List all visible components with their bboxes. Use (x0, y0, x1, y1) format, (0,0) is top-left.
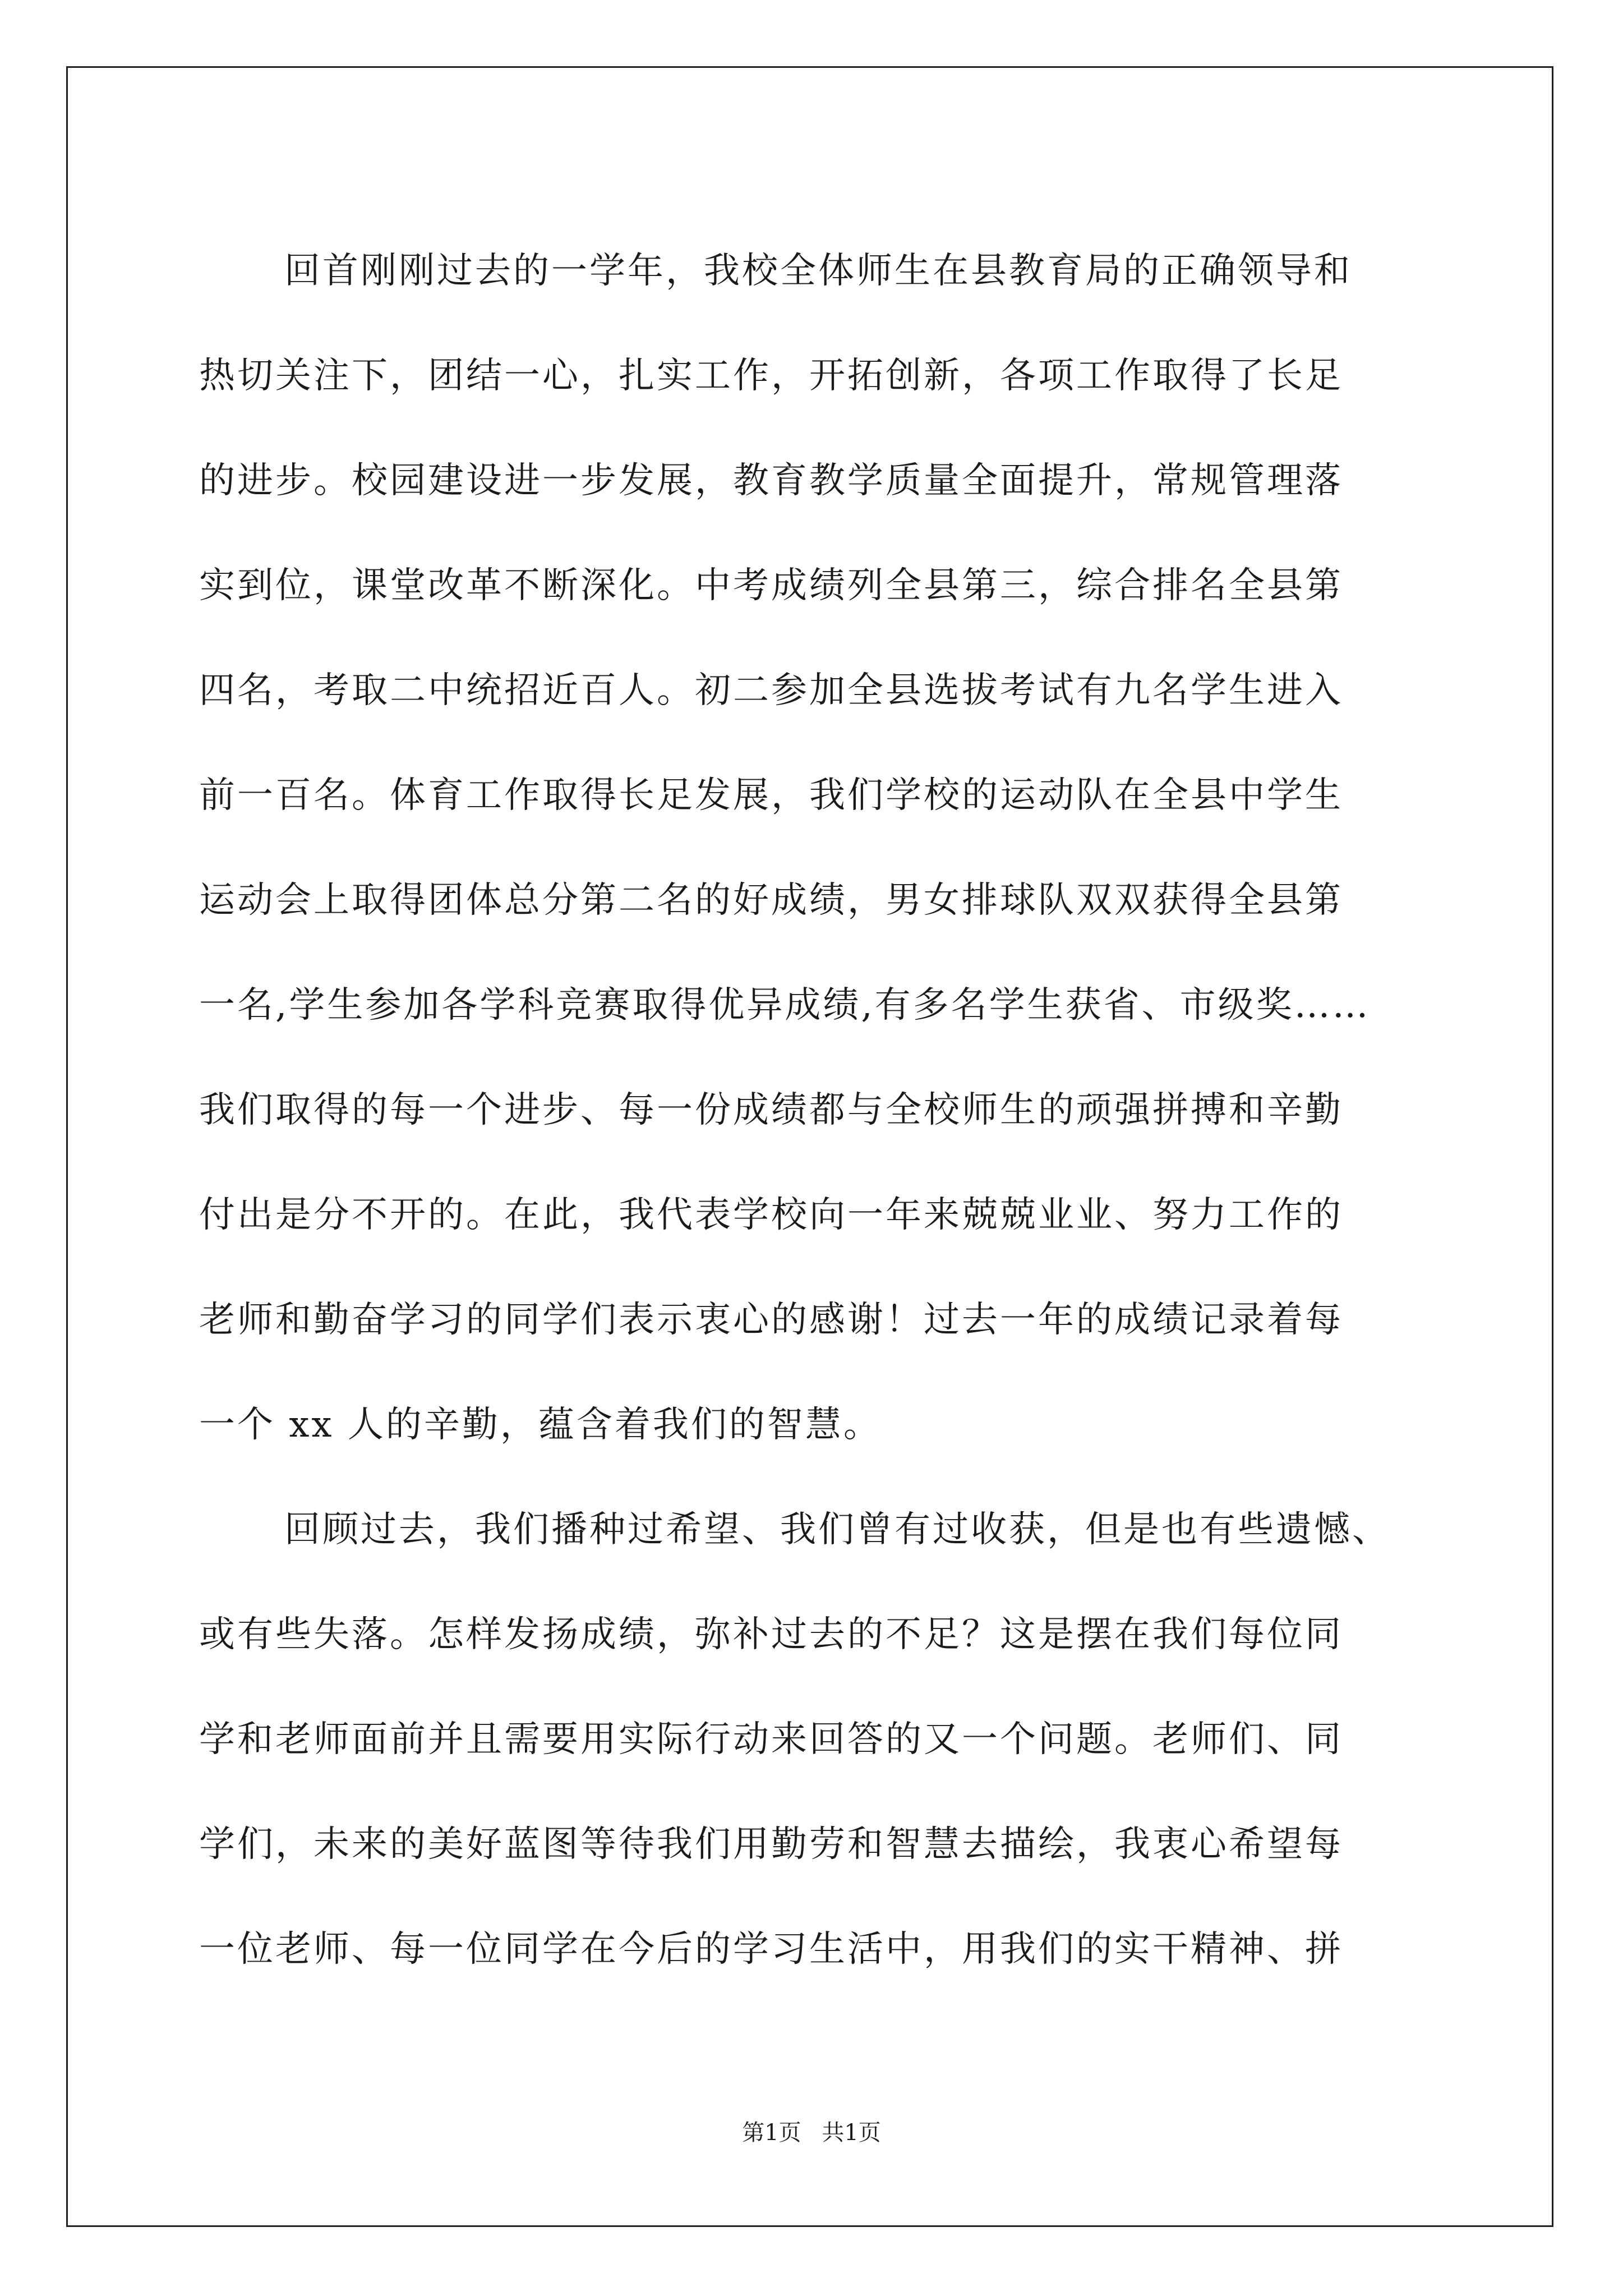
text-line: 回首刚刚过去的一学年，我校全体师生在县教育局的正确领导和 (284, 250, 1352, 292)
text-line: 的进步。校园建设进一步发展，教育教学质量全面提升，常规管理落 (199, 460, 1343, 501)
paragraph-2 (199, 1478, 1461, 2002)
text-line: 前一百名。体育工作取得长足发展，我们学校的运动队在全县中学生 (199, 775, 1343, 816)
paragraph-1 (199, 219, 1461, 1478)
text-line: 我们取得的每一个进步、每一份成绩都与全校师生的顽强拼搏和辛勤 (199, 1089, 1343, 1131)
text-line: 一名,学生参加各学科竞赛取得优异成绩,有多名学生获省、市级奖…… (199, 984, 1371, 1026)
text-line: 学们，未来的美好蓝图等待我们用勤劳和智慧去描绘，我衷心希望每 (199, 1824, 1343, 1865)
document-body (199, 219, 1461, 2002)
text-line: 付出是分不开的。在此，我代表学校向一年来兢兢业业、努力工作的 (199, 1194, 1343, 1236)
text-line: 回顾过去，我们播种过希望、我们曾有过收获，但是也有些遗憾、 (284, 1509, 1390, 1550)
text-line: 运动会上取得团体总分第二名的好成绩，男女排球队双双获得全县第 (199, 880, 1343, 921)
text-line: 老师和勤奋学习的同学们表示衷心的感谢！过去一年的成绩记录着每 (199, 1299, 1343, 1341)
text-line: 一个 xx 人的辛勤，蕴含着我们的智慧。 (199, 1404, 882, 1446)
page-number: 第1页 (742, 2120, 801, 2146)
text-line: 热切关注下，团结一心，扎实工作，开拓创新，各项工作取得了长足 (199, 355, 1343, 397)
text-line: 四名，考取二中统招近百人。初二参加全县选拔考试有九名学生进入 (199, 670, 1343, 711)
page-footer (0, 2115, 1623, 2147)
text-line: 学和老师面前并且需要用实际行动来回答的又一个问题。老师们、同 (199, 1719, 1343, 1760)
text-line: 或有些失落。怎样发扬成绩，弥补过去的不足？这是摆在我们每位同 (199, 1614, 1343, 1655)
text-line: 一位老师、每一位同学在今后的学习生活中，用我们的实干精神、拼 (199, 1929, 1343, 1970)
text-line: 实到位，课堂改革不断深化。中考成绩列全县第三，综合排名全县第 (199, 565, 1343, 606)
page-total: 共1页 (822, 2120, 881, 2146)
